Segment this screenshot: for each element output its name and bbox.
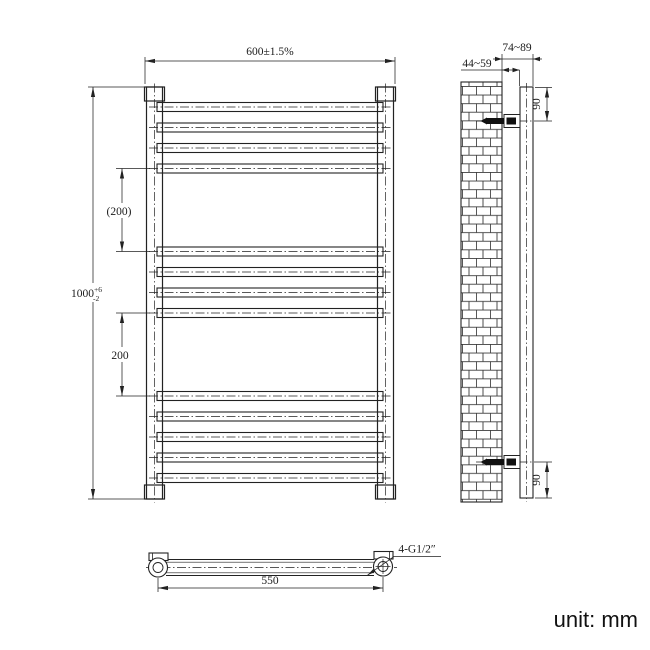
wall-gap-far-dimension-label: 74~89 xyxy=(502,42,532,54)
brick-wall xyxy=(461,82,502,502)
left-fitting xyxy=(149,553,169,577)
connection-size-label: 4-G1/2″ xyxy=(398,543,436,556)
dimension-600 xyxy=(145,57,395,84)
rail-length-dimension-label: 550 xyxy=(261,575,279,587)
bottom-rail xyxy=(146,560,397,576)
arrow xyxy=(495,57,502,61)
bottom-bracket-dimension-label: 90 xyxy=(531,474,543,486)
right-post xyxy=(376,84,396,503)
unit-note: unit: mm xyxy=(553,607,638,632)
arrow xyxy=(533,57,540,61)
width-dimension-label: 600±1.5% xyxy=(246,46,294,58)
arrow xyxy=(502,68,509,72)
top-bracket-dimension-label: 90 xyxy=(531,98,543,110)
rungs xyxy=(149,103,391,483)
height-dimension-label: $1000^{+6}$ -2 xyxy=(71,285,102,303)
left-post xyxy=(145,84,165,503)
bottom-view xyxy=(146,544,441,593)
vertical-rail-side xyxy=(520,83,533,502)
upper-spacing-dimension-label: (200) xyxy=(106,206,132,218)
wall-gap-near-dimension-label: 44~59 xyxy=(462,58,492,70)
arrow xyxy=(513,68,520,72)
front-view xyxy=(68,46,396,503)
lower-spacing-dimension-label: 200 xyxy=(111,350,129,362)
side-view xyxy=(461,42,552,502)
